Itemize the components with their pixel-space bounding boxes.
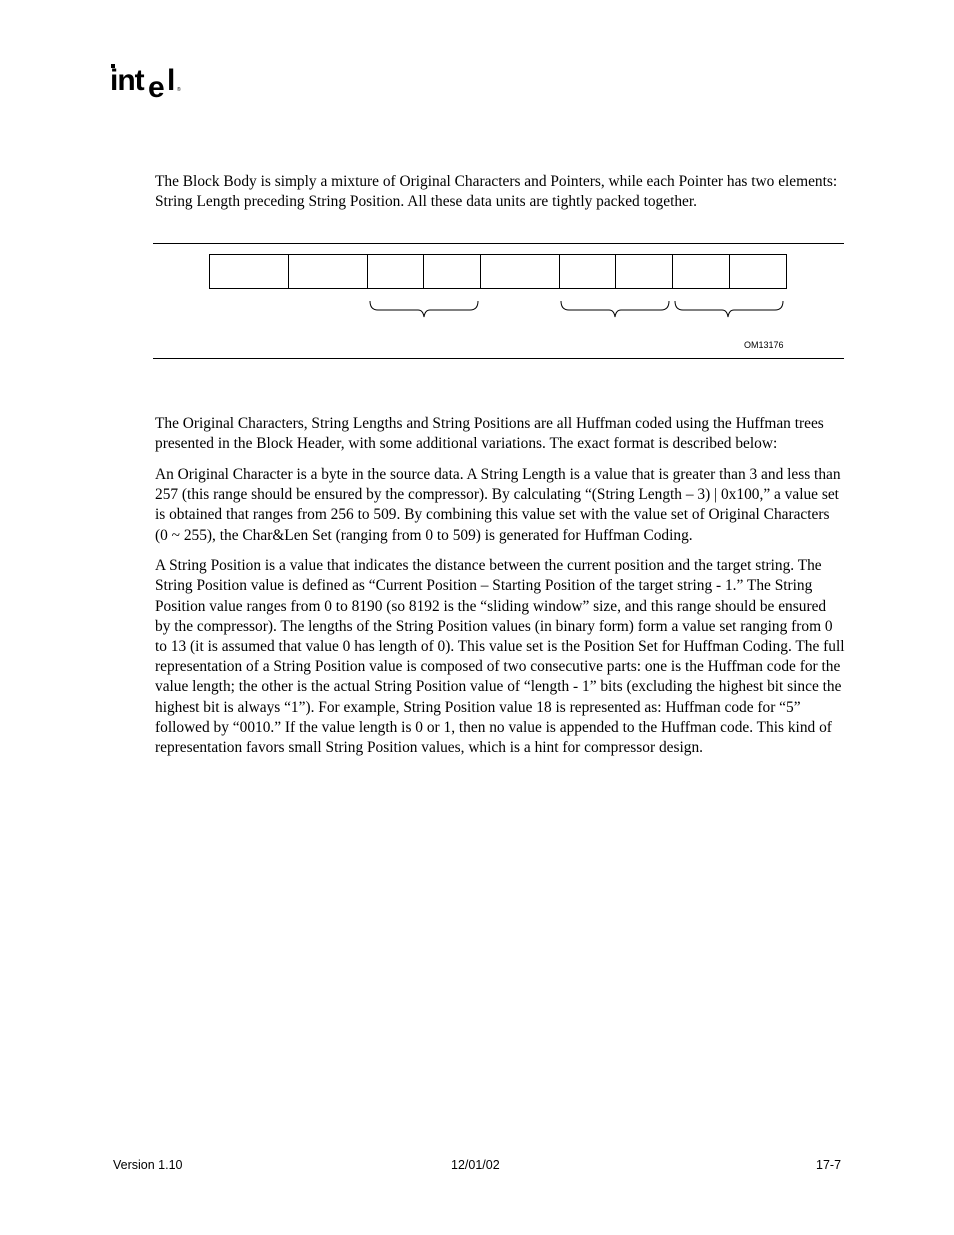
svg-text:int: int (110, 64, 144, 97)
cell-string-length-2 (560, 255, 616, 289)
cell-original-char-3 (481, 255, 560, 289)
cell-original-char-2 (289, 255, 368, 289)
figure-bottom-rule (153, 358, 844, 359)
cell-string-position-1 (424, 255, 481, 289)
pointer-brace-2 (561, 301, 669, 317)
cell-original-char-1 (210, 255, 289, 289)
svg-text:®: ® (177, 87, 181, 93)
footer-version: Version 1.10 (113, 1158, 183, 1172)
pointer-brace-3 (675, 301, 783, 317)
paragraph-huffman-overview: The Original Characters, String Lengths and String Positions are all Huffman coded using the Huffman trees presented in the Block Header, with some additional variations. The exact format is described below: (155, 415, 824, 453)
footer-page-number: 17-7 (816, 1158, 842, 1172)
cell-string-length-1 (368, 255, 424, 289)
intro-paragraph: The Block Body is simply a mixture of Original Characters and Pointers, while each Pointer has two elements: String Length preceding String Position. All these data units are tightly packed together. (155, 173, 838, 211)
paragraph-original-character: An Original Character is a byte in the source data. A String Length is a value that is greater than 3 and less than 257 (this range should be ensured by the compressor). By calculating “(String Length – 3) | 0x100,” a value set is obtained that ranges from 256 to 509. By combining this value set with the value set of Original Characters (0 ~ 255), the Char&Len Set (ranging from 0 to 509) is generated for Huffman Coding. (155, 465, 841, 544)
cell-string-position-3 (730, 255, 787, 289)
svg-text:e: e (148, 71, 165, 102)
paragraph-string-position: A String Position is a value that indicates the distance between the current position and the target string. The String Position value is defined as “Current Position – Starting Position of the target string - 1.” The String Position value ranges from 0 to 8190 (so 8192 is the “sliding window” size, and this range should be ensured by the compressor). The lengths of the String Position values (in binary form) form a value set ranging from 0 to 13 (it is assumed that value 0 has length of 0). This value set is the Position Set for Huffman Coding. The full representation of a String Position value is composed of two consecutive parts: one is the Huffman code for the value length; the other is the actual String Position value of “length - 1” bits (excluding the highest bit since the highest bit is always “1”). For example, String Position value 18 is represented as: Huffman code for “5” followed by “0010.” If the value length is 0 or 1, then no value is appended to the Huffman code. This kind of representation favors small String Position values, which is a hint for compressor design. (155, 557, 845, 757)
pointer-brace-1 (370, 301, 478, 317)
block-body-diagram (0, 0, 954, 400)
footer-date: 12/01/02 (451, 1158, 500, 1172)
diagram-braces (370, 301, 783, 317)
figure-id: OM13176 (744, 340, 784, 350)
diagram-cells (210, 255, 787, 289)
cell-string-position-2 (616, 255, 673, 289)
svg-text:l: l (167, 64, 176, 97)
body-text (155, 414, 845, 769)
cell-string-length-3 (673, 255, 730, 289)
